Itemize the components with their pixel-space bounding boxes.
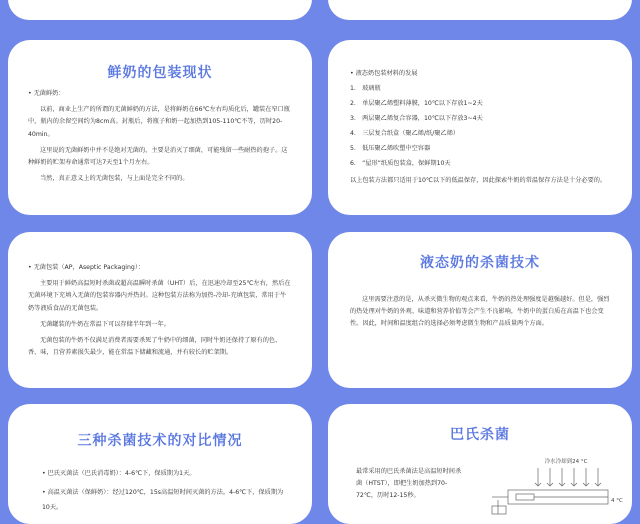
body-paragraph-3: 当然，真正意义上的无菌包装，与上面是完全不同的。 [40, 175, 189, 183]
slide-sterilization-comparison [8, 404, 312, 524]
body-paragraph-1: 以前，商业上生产的所谓的无菌鲜奶的方法，是将鲜奶在66℃左右均质化后，罐装在窄口瓶中，瓶内的余留空间约为8cm高。封瓶后，将瓶子和奶一起加热到105-110℃不等，历时20-40min。 [28, 106, 290, 138]
body-paragraph-2: 这里说的无菌鲜奶中并不是绝对无菌的，主要是消灭了细菌，可能残留一些耐热的孢子。这种鲜奶的贮架寿命通常可达7天至1个月左右。 [28, 146, 288, 167]
list-item: • 液态奶包装材料的发展 [350, 66, 612, 81]
list-item: • 高温灭菌法（保鲜奶）：经过120℃，15s高温短时间灭菌的方法。4-6℃下，保质期为10天。 [42, 485, 286, 515]
top-right-card [328, 0, 632, 20]
body-paragraph-2: 无菌罐装的牛奶在常温下可以存储半年到一年。 [40, 320, 170, 328]
slide-sterilization-tech [328, 232, 632, 388]
slide-title: 巴氏杀菌 [450, 427, 510, 443]
list-item: 3. 两层聚乙烯复合容器，10℃以下存放3~4天 [350, 115, 483, 122]
comparison-list [8, 450, 312, 515]
list-item: 2. 单层聚乙烯塑料薄膜，10℃以下存放1~2天 [350, 100, 483, 107]
slide-title: 液态奶的杀菌技术 [420, 255, 540, 271]
list-item: • 巴氏灭菌法（巴氏消毒奶）：4-6℃下，保质期为1天。 [42, 466, 286, 481]
temperature-label: 4 °C [611, 498, 623, 504]
body-paragraph-1: 主要用于鲜奶高温短时杀菌或超高温瞬时杀菌（UHT）后，在迅速冷却至25℃左右，然后在无菌环境下充填入无菌的包装容器内并热封。这种包装方法称为加热-冷却-充填包装，常用于牛奶等液质食品的无菌包装。 [28, 280, 291, 312]
list-item: 5. 低压聚乙烯吹塑中空容器 [350, 145, 431, 152]
slide-body [8, 232, 312, 359]
slide-title: 鲜奶的包装现状 [107, 65, 213, 81]
cooling-label: 冷水冷却到24 °C [544, 459, 588, 465]
slide-fresh-milk-packaging [8, 40, 312, 215]
body-paragraph-3: 无菌包装的牛奶不仅满足消费者需要杀死了牛奶中的细菌，同时牛奶还保持了原有的色、香、味，且营养素损失最少，能在常温下储藏和流通，并有较长的贮架期。 [28, 337, 282, 357]
list-item: 1. 玻璃瓶 [350, 85, 381, 92]
materials-footer: 以上包装方法都只适用于10℃以下的低温保存，因此探索牛奶的常温保存方法是十分必要的。 [350, 177, 607, 184]
body-heading: • 无菌鲜奶： [28, 88, 292, 100]
body-paragraph: 最常采用的巴氏杀菌法是高温短时间杀菌（HTST），即把生奶加热到70-72℃，历时12-15秒。 [356, 468, 462, 500]
slide-pasteurization [328, 404, 632, 524]
body-paragraph: 这里需要注意的是，从杀灭微生物的观点来看，牛奶的热处理强度是越强越好。但是，强烈的热处理对牛奶的外观、味道和营养价值等会产生不良影响，牛奶中的蛋白质在高温下也会变性。因此，时间和温度组合的选择必须考虑微生物和产品质量两个方面。 [350, 296, 610, 328]
slide-body [356, 466, 466, 503]
slide-title: 三种杀菌技术的对比情况 [77, 433, 243, 449]
body-heading: • 无菌包装（AP，Aseptic Packaging）： [28, 262, 292, 274]
list-item: 6. “屋形”纸质包装盒，保鲜期10天 [350, 160, 451, 167]
pasteurizer-diagram [488, 456, 623, 516]
list-item: 4. 三层复合纸盒（聚乙烯/纸/聚乙烯） [350, 130, 460, 137]
heat-exchanger-diagram [488, 456, 623, 516]
slide-aseptic-packaging [8, 232, 312, 388]
slide-packaging-materials [328, 40, 632, 215]
slide-body [8, 82, 312, 185]
materials-list [328, 40, 632, 188]
top-left-card [8, 0, 312, 20]
slide-body [328, 272, 632, 331]
